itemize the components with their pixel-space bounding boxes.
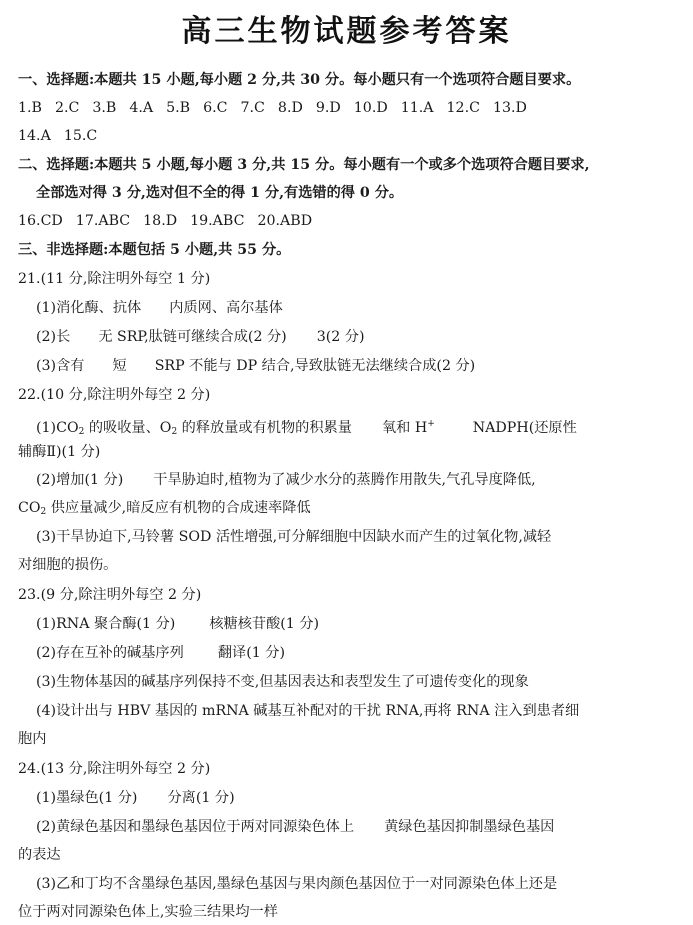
q24-1-b: 分离(1 分) (167, 790, 235, 806)
q22-1-co: CO (56, 420, 79, 436)
section2-answers (18, 211, 683, 231)
answer-item: 15.C (63, 128, 98, 144)
q24-3-num: (3) (36, 876, 57, 892)
q21-1-a: 消化酶、抗体 (56, 300, 142, 316)
answer-item: 14.A (18, 128, 51, 144)
answer-item: 3.B (92, 100, 117, 116)
q23-2-num: (2) (36, 645, 57, 661)
section3-heading: 三、非选择题:本题包括 5 小题,共 55 分。 (18, 242, 291, 258)
q24-answer-2-cont: 的表达 (18, 847, 61, 863)
q23-answer-2 (36, 643, 683, 663)
q22-3-a: 干旱协迫下,马铃薯 SOD 活性增强,可分解细胞中因缺水而产生的过氧化物,减轻 (56, 529, 552, 545)
answer-item: 2.C (54, 100, 80, 116)
q23-2-b: 翻译(1 分) (217, 645, 285, 661)
answer-item: 20.ABD (257, 213, 313, 229)
q23-answer-3 (36, 672, 683, 692)
q21-3-num: (3) (36, 358, 57, 374)
q22-1-c: NADPH(还原性 (472, 420, 577, 436)
q23-1-a: RNA 聚合酶(1 分) (56, 616, 176, 632)
q23-3-a: 生物体基因的碱基序列保持不变,但基因表达和表型发生了可遗传变化的现象 (56, 674, 529, 690)
answer-item: 10.D (353, 100, 388, 116)
q22-1-b: 氧和 H (381, 420, 428, 436)
q24-answer-3-cont: 位于两对同源染色体上,实验三结果均一样 (18, 904, 278, 920)
q22-answer-2 (36, 470, 683, 490)
answer-item: 6.C (203, 100, 228, 116)
q21-3-c: SRP 不能与 DP 结合,导致肽链无法继续合成(2 分) (154, 358, 476, 374)
q21-2-c: 3(2 分) (316, 329, 365, 345)
page-title: 高三生物试题参考答案 (181, 14, 512, 49)
q21-1-num: (1) (36, 300, 57, 316)
q23-1-b: 核糖核苷酸(1 分) (209, 616, 320, 632)
answer-item: 7.C (240, 100, 265, 116)
q22-2-co-sub: 2 (40, 507, 47, 517)
q23-answer-4-cont: 胞内 (18, 731, 47, 747)
q22-2-cont: 供应量减少,暗反应有机物的合成速率降低 (46, 500, 311, 516)
answer-item: 13.D (492, 100, 527, 116)
q22-3-num: (3) (36, 529, 57, 545)
answer-item: 8.D (277, 100, 303, 116)
q23-4-num: (4) (36, 703, 57, 719)
section1-heading: 一、选择题:本题共 15 小题,每小题 2 分,共 30 分。每小题只有一个选项符合题目要求。 (18, 72, 581, 88)
q21-2-b: 无 SRP,肽链可继续合成(2 分) (98, 329, 287, 345)
q22-1-b-sup: + (427, 419, 435, 429)
q24-answer-2 (36, 817, 683, 837)
q24-2-a: 黄绿色基因和墨绿色基因位于两对同源染色体上 (56, 819, 355, 835)
q21-3-b: 短 (112, 358, 127, 374)
q23-answer-4 (36, 701, 683, 721)
q21-answer-3 (36, 356, 683, 376)
q23-header: 23.(9 分,除注明外每空 2 分) (18, 587, 202, 603)
q21-3-a: 含有 (56, 358, 85, 374)
q22-answer-3-cont: 对细胞的损伤。 (18, 557, 118, 573)
q21-answer-2 (36, 327, 683, 347)
q22-1-o-sub: 2 (171, 427, 178, 437)
answer-item: 4.A (129, 100, 154, 116)
answer-item: 5.B (166, 100, 191, 116)
q21-2-a: 长 (56, 329, 71, 345)
q24-2-b: 黄绿色基因抑制墨绿色基因 (384, 819, 555, 835)
q24-1-a: 墨绿色(1 分) (56, 790, 138, 806)
q21-1-b: 内质网、高尔基体 (169, 300, 283, 316)
q22-2-num: (2) (36, 472, 57, 488)
q23-answer-1 (36, 614, 683, 634)
answer-item: 16.CD (18, 213, 63, 229)
q22-answer-3 (36, 527, 683, 547)
section2-heading-line2: 全部选对得 3 分,选对但不全的得 1 分,有选错的得 0 分。 (36, 185, 404, 201)
answer-item: 17.ABC (75, 213, 131, 229)
q23-2-a: 存在互补的碱基序列 (56, 645, 184, 661)
q23-4-a: 设计出与 HBV 基因的 mRNA 碱基互补配对的干扰 RNA,再将 RNA 注入到患者细 (56, 703, 580, 719)
q24-3-a: 乙和丁均不含墨绿色基因,墨绿色基因与果肉颜色基因位于一对同源染色体上还是 (56, 876, 558, 892)
q22-1-co-sub: 2 (78, 427, 85, 437)
section1-answers-row1 (18, 98, 683, 118)
q24-answer-3 (36, 874, 683, 894)
q21-2-num: (2) (36, 329, 57, 345)
q22-1-num: (1) (36, 420, 57, 436)
q22-header: 22.(10 分,除注明外每空 2 分) (18, 387, 211, 403)
q21-answer-1 (36, 298, 683, 318)
answer-item: 9.D (315, 100, 341, 116)
q24-2-num: (2) (36, 819, 57, 835)
q22-2-a: 增加(1 分) (56, 472, 124, 488)
section2-heading-line1: 二、选择题:本题共 5 小题,每小题 3 分,共 15 分。每小题有一个或多个选项符合题目要求, (18, 157, 590, 173)
q23-3-num: (3) (36, 674, 57, 690)
q22-2-b: 干旱胁迫时,植物为了减少水分的蒸腾作用散失,气孔导度降低, (153, 472, 536, 488)
q21-header: 21.(11 分,除注明外每空 1 分) (18, 271, 211, 287)
q24-1-num: (1) (36, 790, 57, 806)
answer-item: 1.B (18, 100, 42, 116)
q22-1-p2: 的释放量或有机物的积累量 (177, 420, 352, 436)
q22-1-p1: 的吸收量、O (84, 420, 172, 436)
q24-answer-1 (36, 788, 683, 808)
q22-answer-2-cont (18, 498, 683, 522)
q22-2-co: CO (18, 500, 41, 516)
q24-header: 24.(13 分,除注明外每空 2 分) (18, 761, 211, 777)
answer-item: 19.ABC (190, 213, 245, 229)
q22-answer-1-cont: 辅酶Ⅱ)(1 分) (18, 444, 101, 460)
answer-item: 12.C (446, 100, 480, 116)
section1-answers-row2 (18, 126, 683, 146)
answer-item: 18.D (143, 213, 178, 229)
q23-1-num: (1) (36, 616, 57, 632)
q22-answer-1 (36, 414, 683, 442)
answer-item: 11.A (400, 100, 434, 116)
